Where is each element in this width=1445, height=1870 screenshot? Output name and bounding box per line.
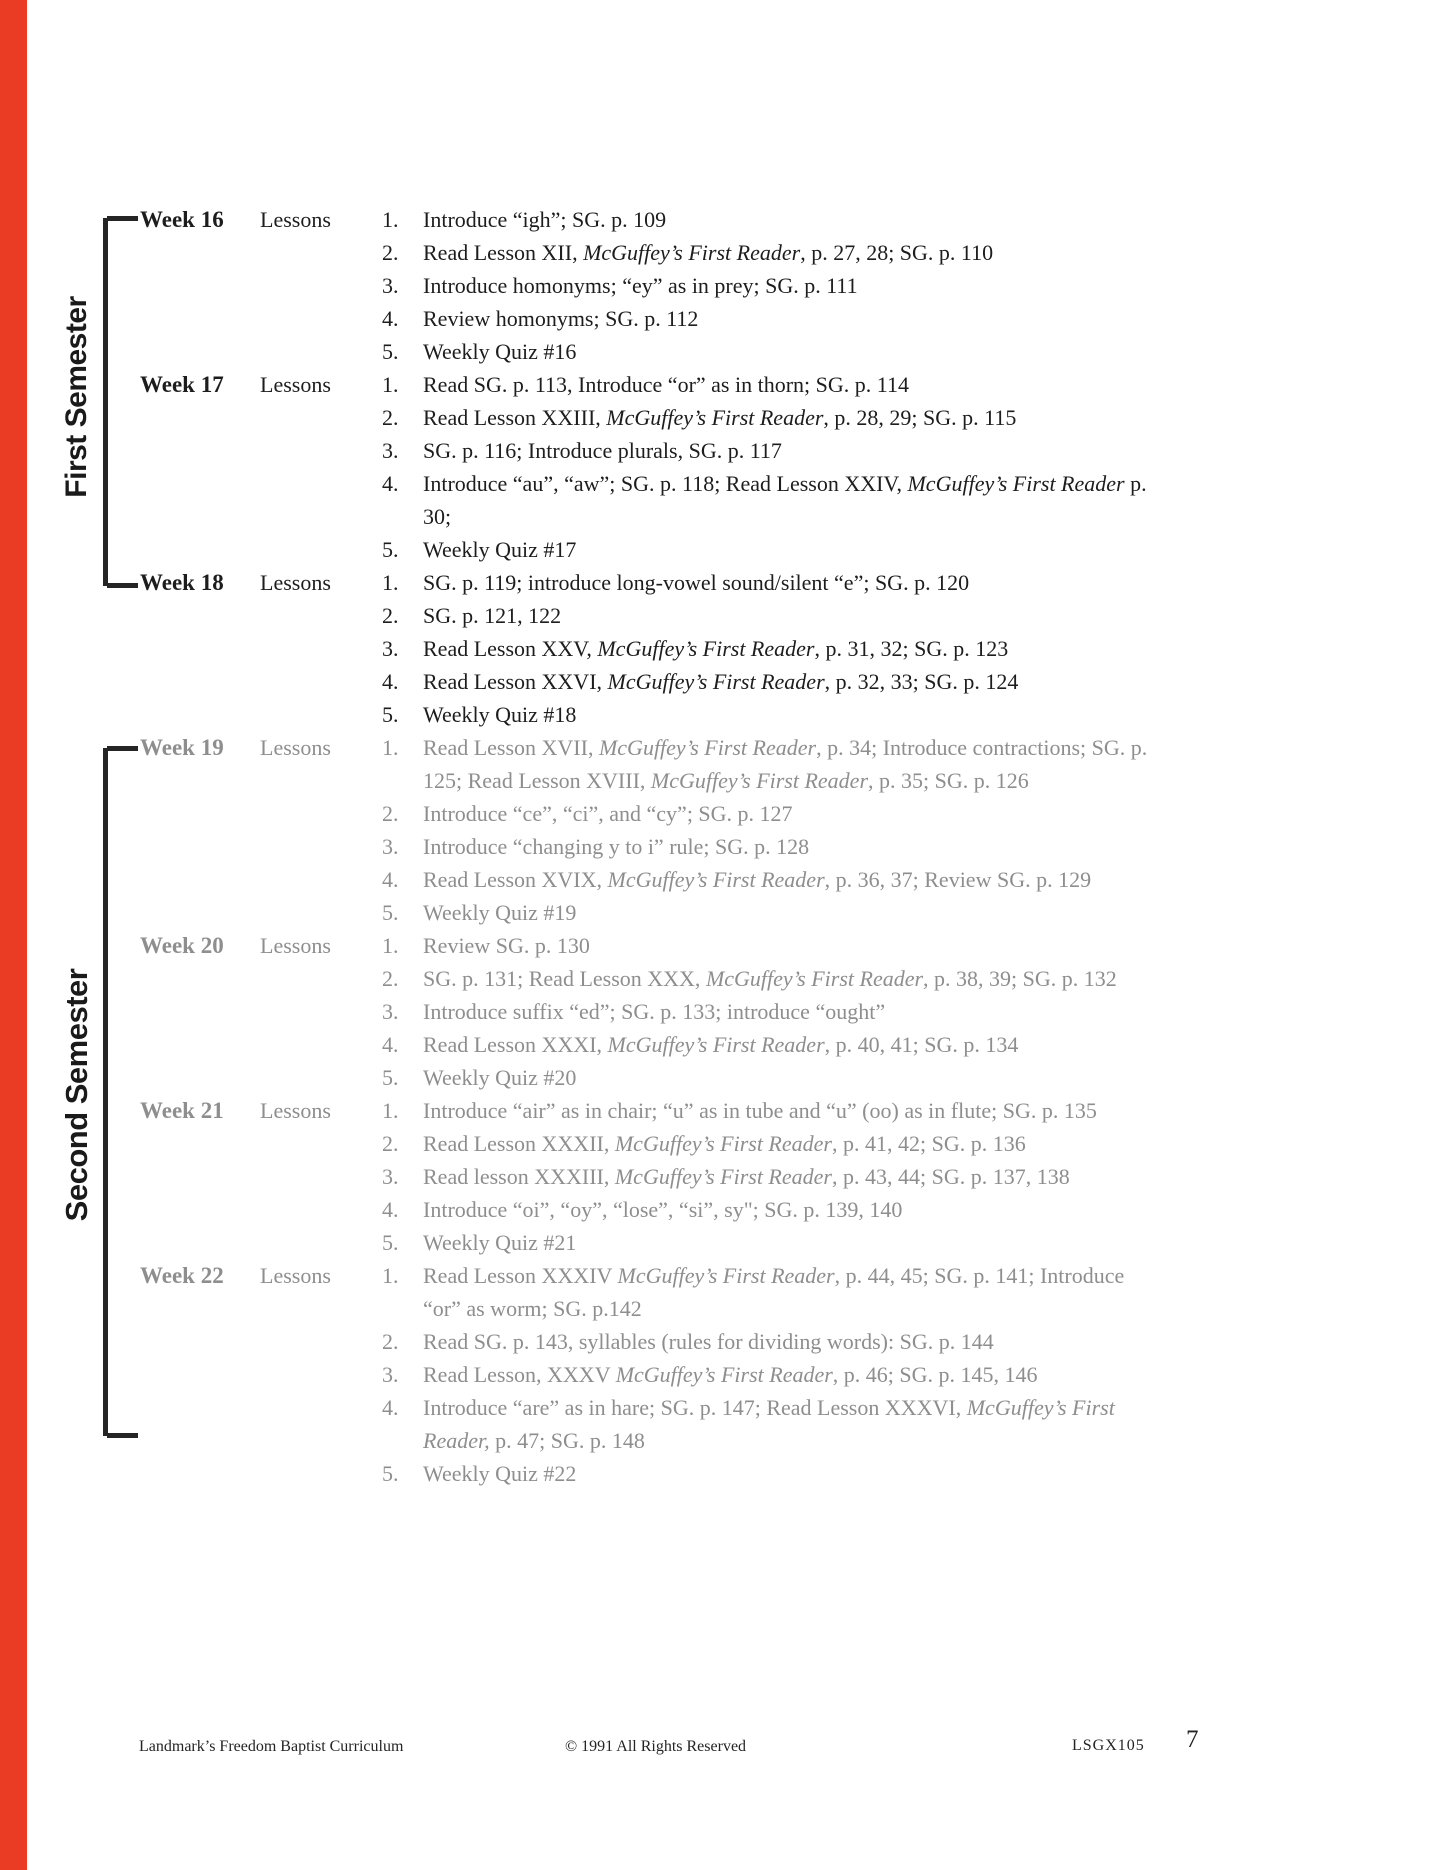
week-label: Week 22 (140, 1263, 224, 1288)
lesson-number: 2. (382, 1131, 399, 1156)
week-label: Week 21 (140, 1098, 224, 1123)
lesson-text: Read Lesson XXXIV McGuffey’s First Reader, p. 44, 45; SG. p. 141; Introduce “or” as worm; SG. p.142 (423, 1263, 1125, 1321)
lesson-text: Weekly Quiz #16 (423, 339, 577, 364)
lesson-text: Introduce “au”, “aw”; SG. p. 118; Read Lesson XXIV, McGuffey’s First Reader p. 30; (423, 471, 1147, 529)
lesson-item (382, 1028, 1195, 1061)
lesson-number: 5. (382, 1461, 399, 1486)
lessons-label: Lessons (260, 1263, 331, 1288)
lesson-item (382, 269, 1195, 302)
lesson-number: 2. (382, 603, 399, 628)
lessons-label: Lessons (260, 933, 331, 958)
lesson-number: 5. (382, 537, 399, 562)
lessons-label: Lessons (260, 207, 331, 232)
lesson-text: Read SG. p. 113, Introduce “or” as in thorn; SG. p. 114 (423, 372, 909, 397)
lesson-number: 1. (382, 1263, 399, 1288)
lesson-text: Introduce “air” as in chair; “u” as in tube and “u” (oo) as in flute; SG. p. 135 (423, 1098, 1097, 1123)
lesson-list (382, 368, 1195, 566)
lesson-list (382, 1094, 1195, 1259)
lesson-item (382, 632, 1195, 665)
lesson-item (382, 1160, 1195, 1193)
lesson-text: Read Lesson XXXI, McGuffey’s First Reader, p. 40, 41; SG. p. 134 (423, 1032, 1019, 1057)
lesson-number: 1. (382, 933, 399, 958)
lesson-text: Introduce homonyms; “ey” as in prey; SG. p. 111 (423, 273, 858, 298)
lesson-text: Weekly Quiz #20 (423, 1065, 577, 1090)
weeks-schedule (140, 203, 1195, 1490)
lesson-number: 5. (382, 900, 399, 925)
lesson-text: Read Lesson XVII, McGuffey’s First Reader, p. 34; Introduce contractions; SG. p. 125; Read Lesson XVIII, McGuffey’s First Reader, p. 35; SG. p. 126 (423, 735, 1148, 793)
lesson-number: 4. (382, 669, 399, 694)
footer-page-number: 7 (1186, 1726, 1199, 1753)
lesson-item (382, 698, 1195, 731)
lesson-item (382, 335, 1195, 368)
week-label: Week 20 (140, 933, 224, 958)
lesson-number: 1. (382, 1098, 399, 1123)
lesson-number: 2. (382, 966, 399, 991)
lesson-number: 4. (382, 306, 399, 331)
week-label: Week 16 (140, 207, 224, 232)
week-row (140, 368, 1195, 566)
lesson-list (382, 566, 1195, 731)
lesson-text: Introduce “are” as in hare; SG. p. 147; Read Lesson XXXVI, McGuffey’s First Reader, p. 47; SG. p. 148 (423, 1395, 1115, 1453)
lesson-number: 2. (382, 240, 399, 265)
footer-copyright: © 1991 All Rights Reserved (565, 1738, 747, 1755)
lesson-text: SG. p. 131; Read Lesson XXX, McGuffey’s First Reader, p. 38, 39; SG. p. 132 (423, 966, 1117, 991)
lesson-item (382, 401, 1195, 434)
lesson-item (382, 1457, 1195, 1490)
second-semester-bracket (103, 748, 144, 1436)
lesson-list (382, 929, 1195, 1094)
lesson-text: Read Lesson XXVI, McGuffey’s First Reader, p. 32, 33; SG. p. 124 (423, 669, 1019, 694)
lesson-text: Weekly Quiz #17 (423, 537, 577, 562)
week-label: Week 17 (140, 372, 224, 397)
lesson-item (382, 533, 1195, 566)
lesson-item (382, 434, 1195, 467)
lesson-item (382, 863, 1195, 896)
lesson-item (382, 1193, 1195, 1226)
lesson-item (382, 302, 1195, 335)
lesson-item (382, 236, 1195, 269)
lesson-list (382, 731, 1195, 929)
lessons-label: Lessons (260, 1098, 331, 1123)
lesson-number: 5. (382, 1065, 399, 1090)
lesson-number: 3. (382, 1164, 399, 1189)
lesson-number: 3. (382, 834, 399, 859)
lesson-text: SG. p. 121, 122 (423, 603, 562, 628)
lesson-number: 2. (382, 801, 399, 826)
footer-document-code: LSGX105 (1072, 1737, 1145, 1754)
lesson-item (382, 1391, 1195, 1457)
lesson-item (382, 830, 1195, 863)
lesson-item (382, 731, 1195, 797)
lesson-number: 1. (382, 570, 399, 595)
lesson-number: 5. (382, 339, 399, 364)
first-semester-label: First Semester (60, 296, 93, 498)
lesson-number: 3. (382, 438, 399, 463)
lesson-item (382, 203, 1195, 236)
lesson-text: Review SG. p. 130 (423, 933, 590, 958)
lesson-text: Introduce “oi”, “oy”, “lose”, “si”, sy"; SG. p. 139, 140 (423, 1197, 903, 1222)
lesson-text: Read SG. p. 143, syllables (rules for dividing words): SG. p. 144 (423, 1329, 994, 1354)
lesson-text: Weekly Quiz #21 (423, 1230, 577, 1255)
lesson-item (382, 1094, 1195, 1127)
footer-publisher: Landmark’s Freedom Baptist Curriculum (139, 1738, 404, 1755)
lesson-text: Read Lesson XXV, McGuffey’s First Reader, p. 31, 32; SG. p. 123 (423, 636, 1009, 661)
lesson-item (382, 962, 1195, 995)
lesson-text: Read Lesson XXIII, McGuffey’s First Reader, p. 28, 29; SG. p. 115 (423, 405, 1017, 430)
week-row (140, 1094, 1195, 1259)
lesson-list (382, 203, 1195, 368)
first-semester-bracket (103, 218, 144, 586)
lesson-item (382, 665, 1195, 698)
week-row (140, 1259, 1195, 1490)
lesson-item (382, 1358, 1195, 1391)
lesson-number: 2. (382, 405, 399, 430)
lesson-item (382, 929, 1195, 962)
lesson-number: 3. (382, 273, 399, 298)
lesson-text: Weekly Quiz #19 (423, 900, 577, 925)
lesson-number: 3. (382, 999, 399, 1024)
lesson-item (382, 797, 1195, 830)
lesson-number: 3. (382, 1362, 399, 1387)
lesson-number: 4. (382, 471, 399, 496)
lesson-item (382, 566, 1195, 599)
lesson-item (382, 896, 1195, 929)
lesson-text: SG. p. 116; Introduce plurals, SG. p. 117 (423, 438, 782, 463)
lesson-number: 4. (382, 1395, 399, 1420)
lesson-item (382, 995, 1195, 1028)
lessons-label: Lessons (260, 735, 331, 760)
lesson-text: Introduce “ce”, “ci”, and “cy”; SG. p. 127 (423, 801, 793, 826)
lesson-item (382, 368, 1195, 401)
lesson-number: 4. (382, 1032, 399, 1057)
lesson-number: 2. (382, 1329, 399, 1354)
lesson-text: Read Lesson XXXII, McGuffey’s First Reader, p. 41, 42; SG. p. 136 (423, 1131, 1026, 1156)
lesson-text: Weekly Quiz #22 (423, 1461, 577, 1486)
lesson-text: Introduce suffix “ed”; SG. p. 133; introduce “ought” (423, 999, 886, 1024)
lesson-item (382, 599, 1195, 632)
lesson-number: 5. (382, 1230, 399, 1255)
lesson-number: 3. (382, 636, 399, 661)
week-row (140, 929, 1195, 1094)
lesson-text: Introduce “igh”; SG. p. 109 (423, 207, 667, 232)
lessons-label: Lessons (260, 372, 331, 397)
lesson-item (382, 1127, 1195, 1160)
lesson-text: Read Lesson XVIX, McGuffey’s First Reader, p. 36, 37; Review SG. p. 129 (423, 867, 1092, 892)
week-row (140, 731, 1195, 929)
lesson-number: 4. (382, 867, 399, 892)
lesson-item (382, 1061, 1195, 1094)
lesson-item (382, 1259, 1195, 1325)
lesson-text: Introduce “changing y to i” rule; SG. p. 128 (423, 834, 810, 859)
lesson-text: Read Lesson, XXXV McGuffey’s First Reader, p. 46; SG. p. 145, 146 (423, 1362, 1038, 1387)
lesson-item (382, 467, 1195, 533)
lesson-number: 1. (382, 207, 399, 232)
week-row (140, 203, 1195, 368)
lesson-text: Read lesson XXXIII, McGuffey’s First Reader, p. 43, 44; SG. p. 137, 138 (423, 1164, 1070, 1189)
week-row (140, 566, 1195, 731)
lesson-item (382, 1325, 1195, 1358)
lesson-text: Weekly Quiz #18 (423, 702, 577, 727)
lesson-text: SG. p. 119; introduce long-vowel sound/silent “e”; SG. p. 120 (423, 570, 970, 595)
lesson-list (382, 1259, 1195, 1490)
lesson-text: Read Lesson XII, McGuffey’s First Reader, p. 27, 28; SG. p. 110 (423, 240, 994, 265)
week-label: Week 19 (140, 735, 224, 760)
lessons-label: Lessons (260, 570, 331, 595)
lesson-number: 5. (382, 702, 399, 727)
second-semester-label: Second Semester (59, 968, 94, 1222)
lesson-number: 4. (382, 1197, 399, 1222)
week-label: Week 18 (140, 570, 224, 595)
lesson-number: 1. (382, 735, 399, 760)
lesson-number: 1. (382, 372, 399, 397)
lesson-text: Review homonyms; SG. p. 112 (423, 306, 699, 331)
lesson-item (382, 1226, 1195, 1259)
scan-edge-stripe (0, 0, 27, 1870)
